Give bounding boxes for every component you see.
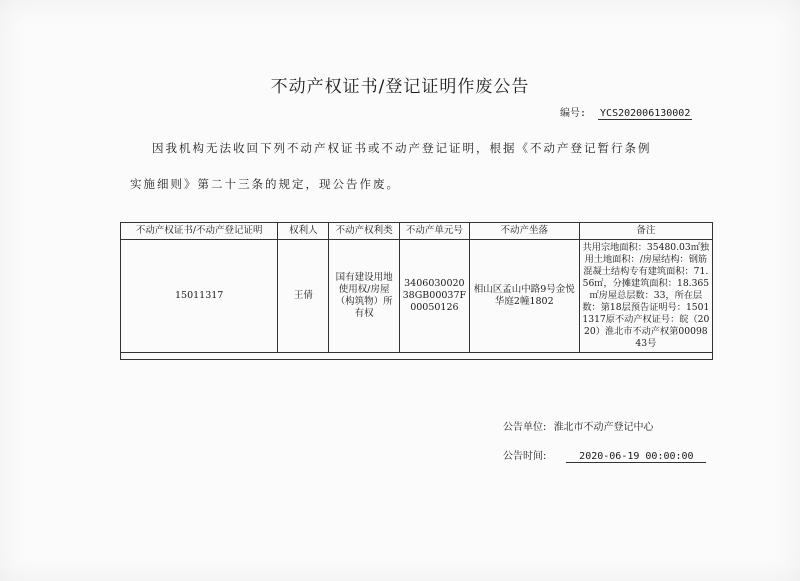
publish-time: 2020-06-19 00:00:00 xyxy=(566,451,706,463)
cell-right-type: 国有建设用地使用权/房屋（构筑物）所有权 xyxy=(329,240,399,353)
page-title: 不动产权证书/登记证明作废公告 xyxy=(270,77,530,97)
header-owner: 权利人 xyxy=(278,223,329,240)
document-number xyxy=(560,104,692,119)
header-unit-number: 不动产单元号 xyxy=(399,223,469,240)
certificate-table xyxy=(120,222,713,360)
time-label: 公告时间: xyxy=(503,451,547,462)
table-empty-row xyxy=(121,353,713,360)
number-label: 编号: xyxy=(560,108,587,119)
header-right-type: 不动产权利类 xyxy=(329,223,399,240)
publisher-label: 公告单位: xyxy=(503,422,547,433)
cell-remarks: 共用宗地面积：35480.03㎡独用土地面积：/房屋结构：钢筋混凝土结构专有建筑面积：71.56㎡，分摊建筑面积：18.365㎡房屋总层数：33，所在层数：第18层预告证明号：15011317原不动产权证号：皖（2020）淮北市不动产权第0009843号 xyxy=(579,240,712,353)
header-certificate: 不动产权证书/不动产登记证明 xyxy=(121,223,278,240)
empty-cell xyxy=(121,353,713,360)
publish-time-line xyxy=(503,447,706,463)
table-row xyxy=(121,240,713,353)
cell-unit-number: 340603002038GB00037F00050126 xyxy=(399,240,469,353)
cell-location: 相山区孟山中路9号金悦华庭2幢1802 xyxy=(469,240,579,353)
header-location: 不动产坐落 xyxy=(469,223,579,240)
header-remarks: 备注 xyxy=(579,223,712,240)
cell-certificate: 15011317 xyxy=(121,240,278,353)
publisher-name: 淮北市不动产登记中心 xyxy=(553,422,654,433)
table-header-row xyxy=(121,223,713,240)
notice-paragraph-2: 实施细则》第二十三条的规定，现公告作废。 xyxy=(130,177,400,191)
publisher-line xyxy=(503,418,654,433)
cell-owner: 王倩 xyxy=(278,240,329,353)
notice-paragraph-1: 因我机构无法收回下列不动产权证书或不动产登记证明，根据《不动产登记暂行条例 xyxy=(152,141,652,155)
number-value: YCS202006130002 xyxy=(600,108,691,119)
